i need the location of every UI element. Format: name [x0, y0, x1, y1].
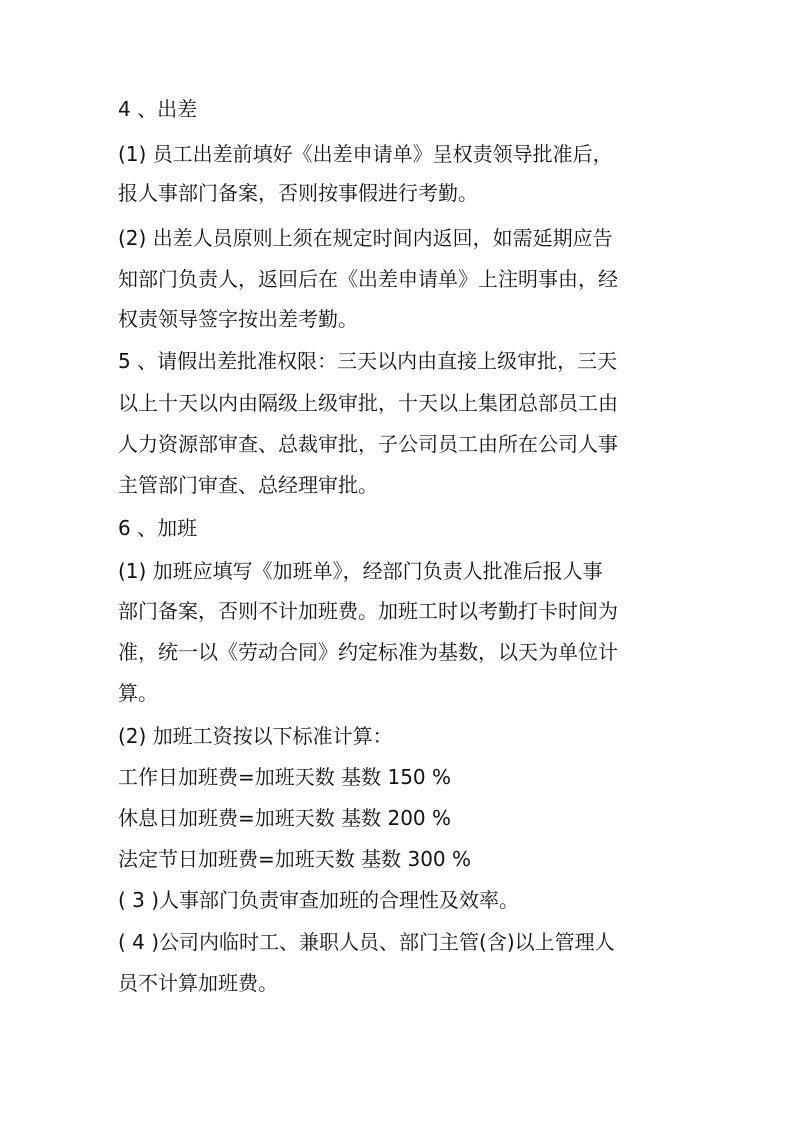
paragraph-line: ( 3 )人事部门负责审查加班的合理性及效率。 — [118, 888, 520, 912]
paragraph-line: ( 4 )公司内临时工、兼职人员、部门主管(含)以上管理人 — [118, 930, 615, 954]
paragraph-line: 部门备案，否则不计加班费。加班工时以考勤打卡时间为 — [118, 599, 618, 623]
formula-restday-overtime: 休息日加班费=加班天数 基数 200 % — [118, 806, 452, 830]
paragraph-line: 以上十天以内由隔级上级审批，十天以上集团总部员工由 — [118, 391, 618, 415]
formula-holiday-overtime: 法定节日加班费=加班天数 基数 300 % — [118, 847, 472, 871]
section-heading-business-trip: 4 、出差 — [118, 97, 198, 121]
section-heading-approval-authority: 5 、请假出差批准权限：三天以内由直接上级审批，三天 — [118, 349, 618, 373]
paragraph-line: 报人事部门备案，否则按事假进行考勤。 — [118, 181, 478, 205]
paragraph-line: (1) 加班应填写《加班单》，经部门负责人批准后报人事 — [118, 559, 603, 583]
section-heading-overtime: 6 、加班 — [118, 516, 198, 540]
paragraph-line: 员不计算加班费。 — [118, 971, 278, 995]
paragraph-line: 准，统一以《劳动合同》约定标准为基数，以天为单位计 — [118, 640, 618, 664]
formula-workday-overtime: 工作日加班费=加班天数 基数 150 % — [118, 765, 452, 789]
paragraph-line: (2) 加班工资按以下标准计算： — [118, 724, 393, 748]
paragraph-line: 人力资源部审查、总裁审批，子公司员工由所在公司人事 — [118, 432, 618, 456]
paragraph-line: 权责领导签字按出差考勤。 — [118, 307, 358, 331]
paragraph-line: 主管部门审查、总经理审批。 — [118, 473, 378, 497]
paragraph-line: 算。 — [118, 681, 158, 705]
paragraph-line: (2) 出差人员原则上须在规定时间内返回，如需延期应告 — [118, 226, 613, 250]
paragraph-line: 知部门负责人，返回后在《出差申请单》上注明事由，经 — [118, 267, 618, 291]
paragraph-line: (1) 员工出差前填好《出差申请单》呈权责领导批准后， — [118, 142, 613, 166]
